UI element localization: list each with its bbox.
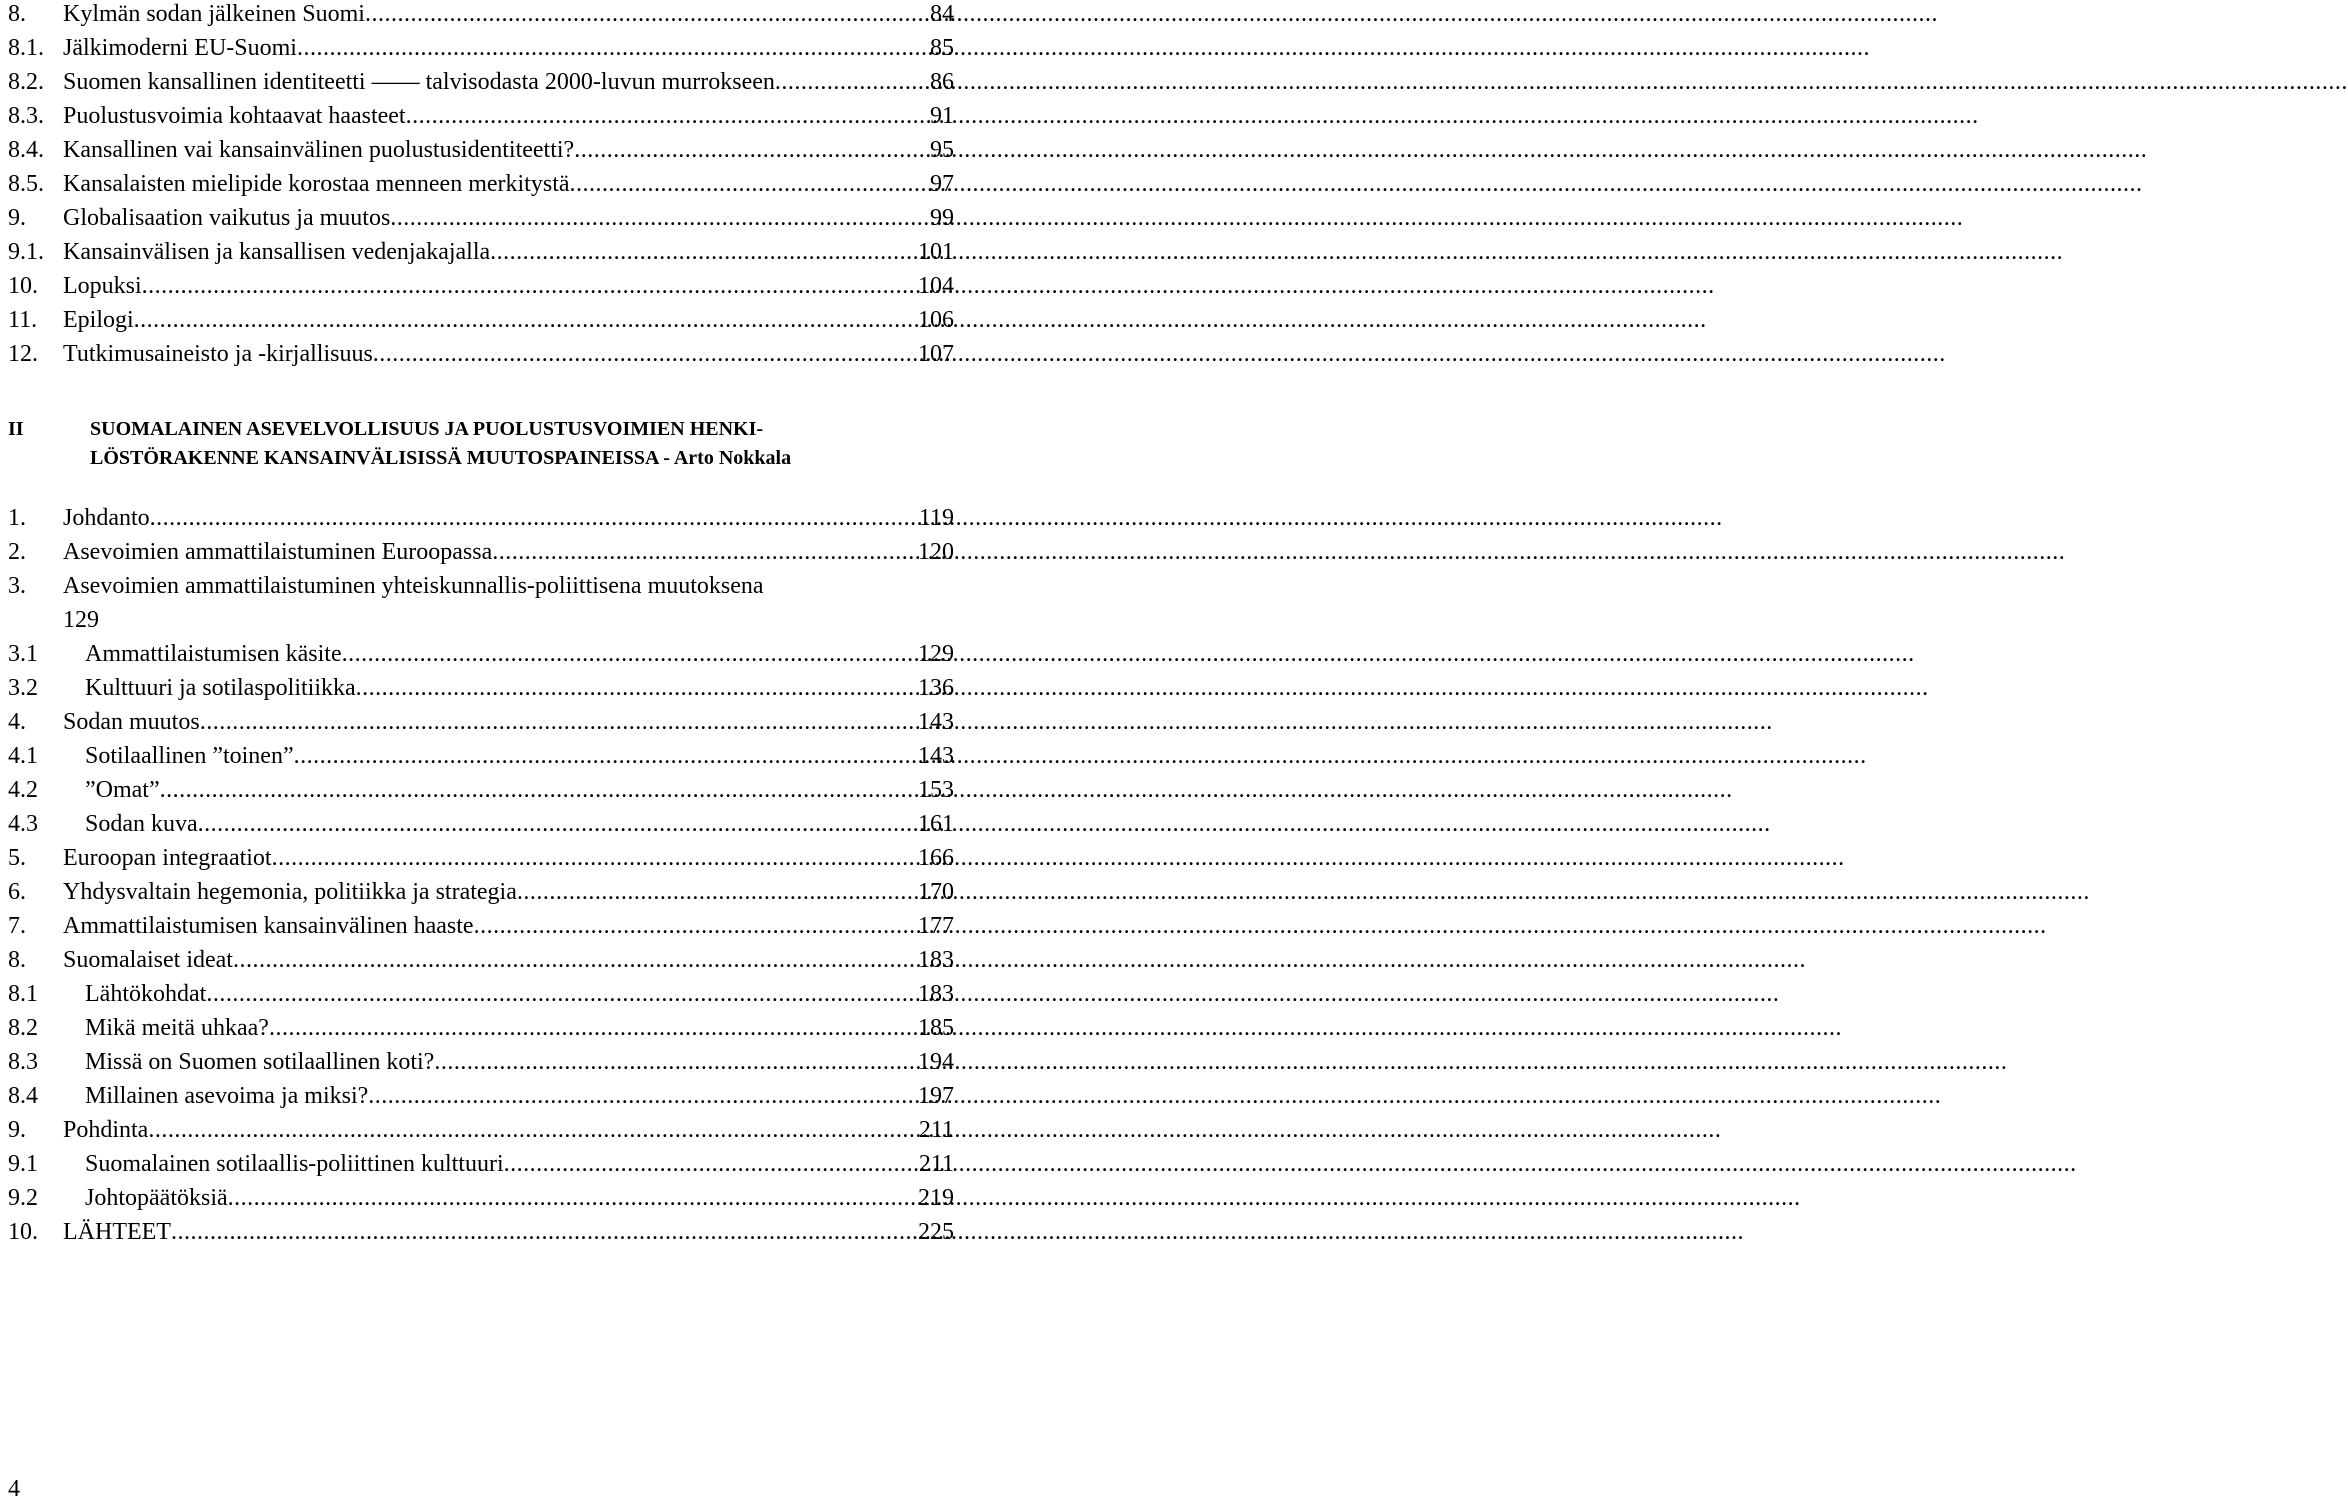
toc-entry-title: Euroopan integraatiot — [63, 845, 272, 871]
toc-entry — [8, 337, 954, 371]
toc-entry — [8, 773, 954, 807]
toc-entry-number: 3.1 — [8, 641, 38, 667]
toc-entry-number: 9.2 — [8, 1185, 38, 1211]
toc-entry — [8, 943, 954, 977]
toc-entry — [8, 1215, 954, 1249]
toc-leader-dots — [504, 1147, 917, 1181]
toc-entry — [8, 0, 954, 31]
toc-leader-dots — [150, 501, 917, 535]
toc-entry-title: Asevoimien ammattilaistuminen yhteiskunnallis-poliittisena muutoksena — [63, 573, 764, 599]
toc-entry-number: 8.3. — [8, 103, 44, 129]
toc-entry-number: 5. — [8, 845, 26, 871]
toc-leader-dots — [233, 943, 916, 977]
toc-leader-dots — [517, 875, 916, 909]
toc-entry-title: Pohdinta — [63, 1117, 149, 1143]
toc-entry-page: 225 — [918, 1219, 954, 1245]
toc-leader-dots — [171, 1215, 916, 1249]
toc-entry-title: Suomalainen sotilaallis-poliittinen kulttuuri — [85, 1151, 504, 1177]
toc-entry-page: 143 — [918, 743, 954, 769]
toc-entry-page: 106 — [918, 307, 954, 333]
toc-entry-page: 211 — [918, 1151, 954, 1177]
toc-entry-page: 136 — [918, 675, 954, 701]
section-title-line-2-text: LÖSTÖRAKENNE KANSAINVÄLISISSÄ MUUTOSPAINEISSA - — [90, 447, 674, 469]
toc-entry-number: 10. — [8, 273, 38, 299]
toc-entry — [8, 303, 954, 337]
toc-entry-number: 2. — [8, 539, 26, 565]
toc-entry-title: Ammattilaistumisen kansainvälinen haaste — [63, 913, 474, 939]
toc-entry — [8, 875, 954, 909]
toc-entry-number: 4.1 — [8, 743, 38, 769]
toc-entry-number: 8.2. — [8, 69, 44, 95]
toc-leader-dots — [134, 303, 916, 337]
toc-entry-number: 11. — [8, 307, 38, 333]
toc-entry — [8, 201, 954, 235]
toc-entry-number: 8.4 — [8, 1083, 38, 1109]
toc-entry-title: Missä on Suomen sotilaallinen koti? — [85, 1049, 435, 1075]
toc-entry-title: Sodan kuva — [85, 811, 198, 837]
toc-entry — [8, 841, 954, 875]
toc-entry-page: 129 — [63, 607, 99, 633]
toc-leader-dots — [373, 337, 916, 371]
toc-entry-number: 8.2 — [8, 1015, 38, 1041]
toc-leader-dots — [570, 167, 928, 201]
toc-entry — [8, 65, 954, 99]
toc-entry-title: Yhdysvaltain hegemonia, politiikka ja strategia — [63, 879, 517, 905]
toc-entry-number: 4.3 — [8, 811, 38, 837]
toc-entry-title: Mikä meitä uhkaa? — [85, 1015, 269, 1041]
toc-entry-number: 6. — [8, 879, 26, 905]
toc-entry-number: 4.2 — [8, 777, 38, 803]
toc-entry — [8, 1147, 954, 1181]
toc-entry-page: 85 — [930, 35, 954, 61]
toc-leader-dots — [406, 99, 928, 133]
toc-entry-number: 3. — [8, 573, 26, 599]
section-title-line-1: SUOMALAINEN ASEVELVOLLISUUS JA PUOLUSTUSVOIMIEN HENKI- — [90, 418, 764, 440]
toc-entry-number: 1. — [8, 505, 26, 531]
toc-entry-title: Globalisaation vaikutus ja muutos — [63, 205, 391, 231]
toc-entry — [8, 671, 954, 705]
toc-entry-page: 183 — [918, 947, 954, 973]
toc-entry-page: 194 — [918, 1049, 954, 1075]
toc-leader-dots — [294, 739, 916, 773]
toc-entry-title: Jälkimoderni EU-Suomi — [63, 35, 297, 61]
toc-entry-number: 8.1 — [8, 981, 38, 1007]
toc-entry-page: 185 — [918, 1015, 954, 1041]
toc-entry-number: 4. — [8, 709, 26, 735]
toc-entry-page: 120 — [918, 539, 954, 565]
toc-leader-dots — [490, 235, 916, 269]
toc-part-2b — [8, 637, 954, 1249]
toc-entry — [8, 99, 954, 133]
toc-entry-title: ”Omat” — [85, 777, 160, 803]
toc-leader-dots — [228, 1181, 916, 1215]
toc-entry-page: 104 — [918, 273, 954, 299]
toc-entry-page: 153 — [918, 777, 954, 803]
toc-entry-title: Johtopäätöksiä — [85, 1185, 228, 1211]
toc-entry-page: 211 — [918, 1117, 954, 1143]
toc-entry-number: 8. — [8, 947, 26, 973]
toc-entry — [8, 637, 954, 671]
toc-entry — [8, 1045, 954, 1079]
toc-leader-dots — [775, 65, 928, 99]
toc-entry-page: 177 — [918, 913, 954, 939]
toc-entry — [8, 501, 954, 535]
toc-entry-title: Tutkimusaineisto ja -kirjallisuus — [63, 341, 373, 367]
toc-entry-title: Suomalaiset ideat — [63, 947, 233, 973]
toc-entry-page: 129 — [918, 641, 954, 667]
toc-entry-number: 8.5. — [8, 171, 44, 197]
toc-entry-page: 197 — [918, 1083, 954, 1109]
toc-leader-dots — [434, 1045, 916, 1079]
section-heading — [8, 415, 954, 475]
toc-entry-number: 12. — [8, 341, 38, 367]
toc-entry-page: 219 — [918, 1185, 954, 1211]
toc-entry — [8, 535, 954, 569]
toc-entry — [8, 269, 954, 303]
toc-entry-number: 8.3 — [8, 1049, 38, 1075]
toc-entry-page: 86 — [930, 69, 954, 95]
section-author: Arto Nokkala — [673, 447, 792, 469]
toc-entry-title: Puolustusvoimia kohtaavat haasteet — [63, 103, 406, 129]
toc-entry — [8, 1079, 954, 1113]
toc-leader-dots — [206, 977, 916, 1011]
toc-leader-dots — [390, 201, 928, 235]
toc-entry-title: Kylmän sodan jälkeinen Suomi — [63, 1, 365, 27]
toc-leader-dots — [365, 0, 928, 31]
toc-part-1 — [8, 0, 954, 371]
toc-entry-number: 9.1. — [8, 239, 44, 265]
toc-entry — [8, 909, 954, 943]
toc-entry-title: LÄHTEET — [63, 1219, 171, 1245]
toc-entry-page: 84 — [930, 1, 954, 27]
toc-entry-page: 107 — [918, 341, 954, 367]
toc-entry-page: 119 — [918, 505, 954, 531]
toc-leader-dots — [368, 1079, 916, 1113]
toc-leader-dots — [148, 1113, 917, 1147]
toc-entry-number: 10. — [8, 1219, 38, 1245]
toc-entry-page: 161 — [918, 811, 954, 837]
section-roman-numeral: II — [8, 418, 24, 440]
toc-entry-title: Kansainvälisen ja kansallisen vedenjakajalla — [63, 239, 491, 265]
toc-entry-page: 97 — [930, 171, 954, 197]
toc-entry-page: 101 — [918, 239, 954, 265]
toc-entry — [8, 1181, 954, 1215]
toc-leader-dots — [142, 269, 916, 303]
toc-entry — [8, 705, 954, 739]
toc-entry-page: 166 — [918, 845, 954, 871]
toc-entry-number: 8.1. — [8, 35, 44, 61]
toc-entry-title: Kulttuuri ja sotilaspolitiikka — [85, 675, 356, 701]
section-title-line-2 — [90, 444, 924, 473]
toc-entry-number: 3.2 — [8, 675, 38, 701]
toc-entry-number: 8.4. — [8, 137, 44, 163]
toc-entry-title: Millainen asevoima ja miksi? — [85, 1083, 369, 1109]
toc-entry — [8, 31, 954, 65]
toc-entry-title: Lopuksi — [63, 273, 142, 299]
toc-entry-number: 8. — [8, 1, 26, 27]
toc-leader-dots — [272, 841, 916, 875]
toc-entry-page: 99 — [930, 205, 954, 231]
toc-entry-number: 9. — [8, 205, 26, 231]
toc-entry-title: Johdanto — [63, 505, 150, 531]
toc-entry-page: 183 — [918, 981, 954, 1007]
toc-entry — [8, 235, 954, 269]
toc-entry — [8, 807, 954, 841]
toc-leader-dots — [492, 535, 916, 569]
toc-entry-title: Asevoimien ammattilaistuminen Euroopassa — [63, 539, 493, 565]
toc-entry-title: Kansalaisten mielipide korostaa menneen merkitystä — [63, 171, 570, 197]
toc-leader-dots — [474, 909, 916, 943]
toc-leader-dots — [297, 31, 928, 65]
toc-entry-title: Lähtökohdat — [85, 981, 207, 1007]
toc-leader-dots — [574, 133, 928, 167]
toc-entry-title: Sodan muutos — [63, 709, 200, 735]
toc-entry-number: 9.1 — [8, 1151, 38, 1177]
section-title — [90, 415, 924, 473]
toc-entry — [8, 133, 954, 167]
toc-entry-title: Ammattilaistumisen käsite — [85, 641, 342, 667]
toc-entry-title: Kansallinen vai kansainvälinen puolustusidentiteetti? — [63, 137, 575, 163]
toc-entry-title: Suomen kansallinen identiteetti —— talvisodasta 2000-luvun murrokseen — [63, 69, 775, 95]
toc-entry — [8, 167, 954, 201]
toc-entry-page: 95 — [930, 137, 954, 163]
page-number: 4 — [8, 1476, 20, 1502]
toc-entry — [8, 977, 954, 1011]
toc-leader-dots — [160, 773, 916, 807]
toc-part-2a — [8, 501, 954, 569]
toc-entry-page: 170 — [918, 879, 954, 905]
toc-leader-dots — [269, 1011, 916, 1045]
toc-entry — [8, 1011, 954, 1045]
toc-entry-title: Epilogi — [63, 307, 134, 333]
toc-leader-dots — [342, 637, 916, 671]
toc-entry-title: Sotilaallinen ”toinen” — [85, 743, 294, 769]
toc-leader-dots — [200, 705, 916, 739]
toc-wrapped-entry — [8, 569, 954, 637]
toc-leader-dots — [356, 671, 916, 705]
toc-entry-page: 143 — [918, 709, 954, 735]
toc-leader-dots — [198, 807, 916, 841]
toc-entry — [8, 1113, 954, 1147]
toc-entry-page: 91 — [930, 103, 954, 129]
toc-entry-number: 9. — [8, 1117, 26, 1143]
toc-entry — [8, 739, 954, 773]
toc-entry-number: 7. — [8, 913, 26, 939]
